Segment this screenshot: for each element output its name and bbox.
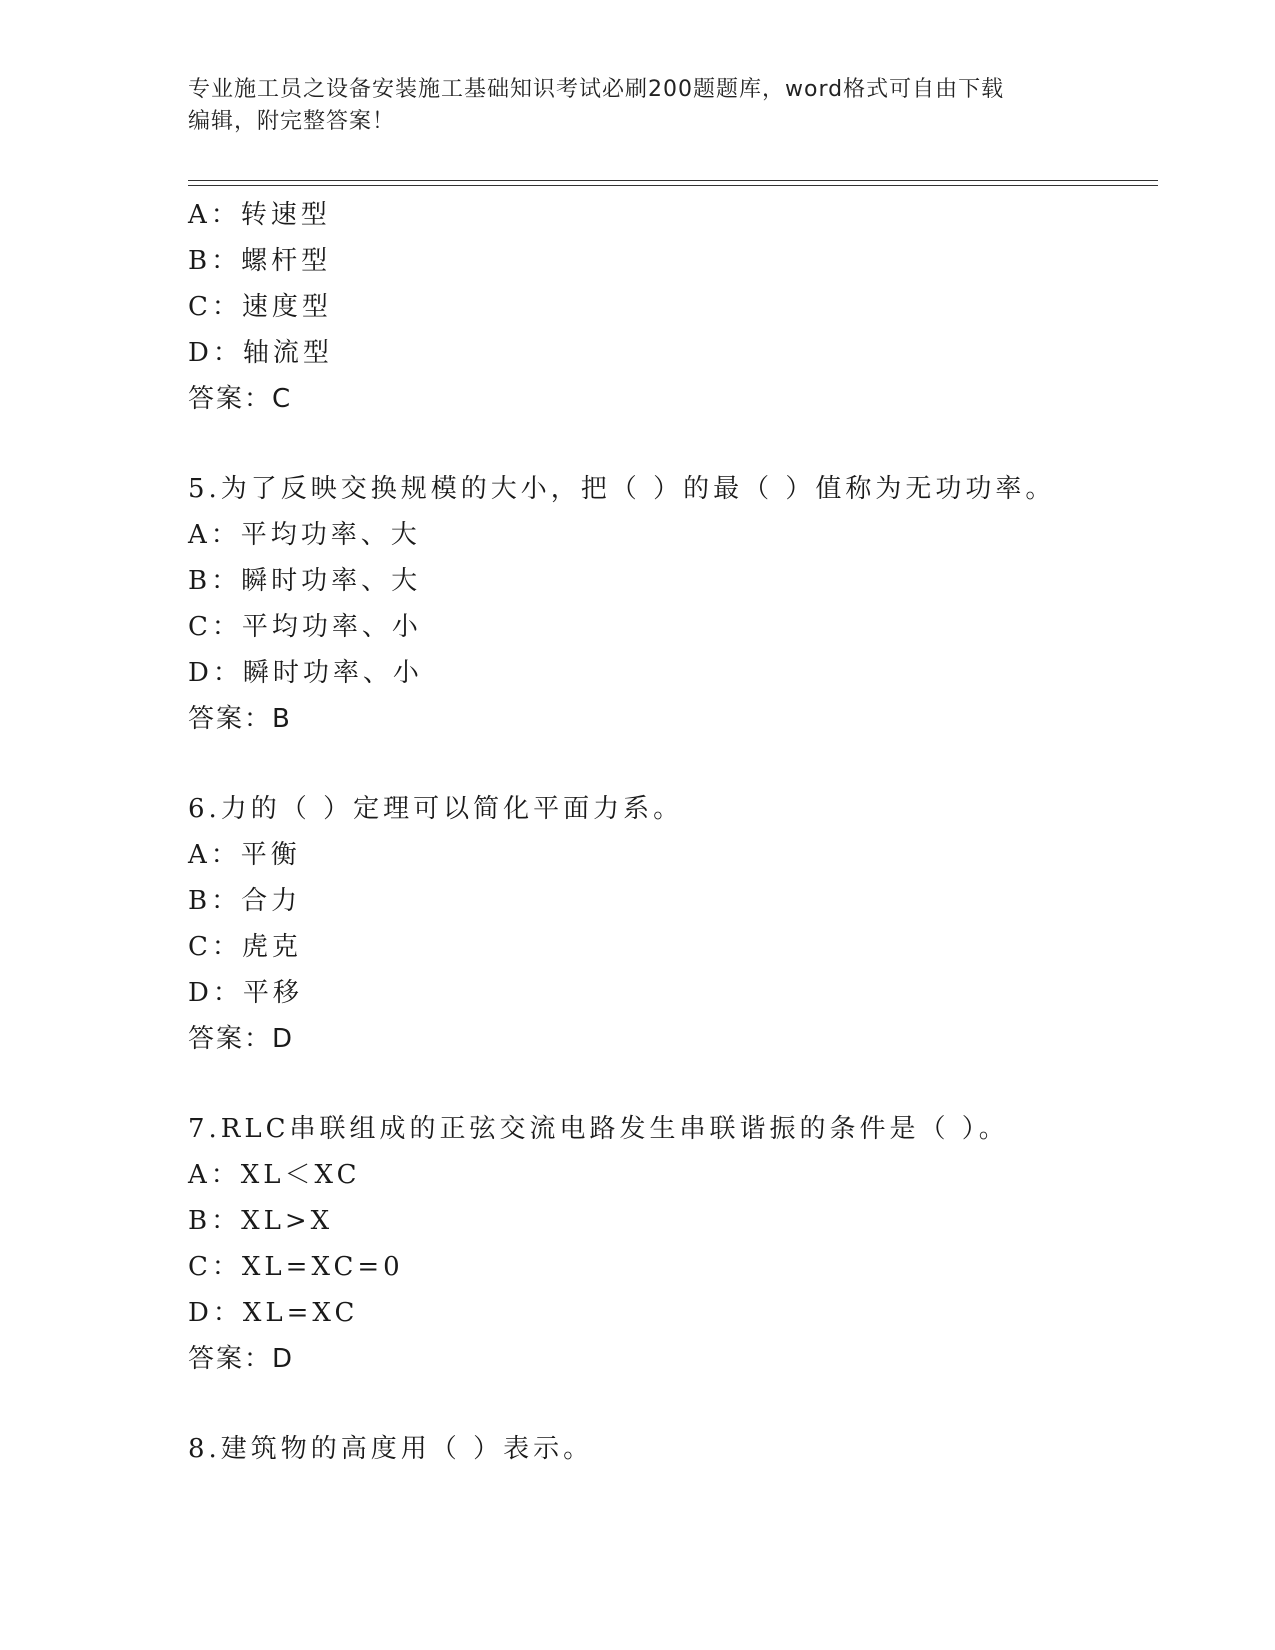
document-header	[188, 74, 1088, 138]
option-b: B：XL>X	[188, 1206, 334, 1236]
option-c: C：XL=XC=0	[188, 1252, 404, 1282]
question-5	[188, 466, 1158, 742]
answer: 答案：D	[188, 1024, 295, 1054]
option-c: C：虎克	[188, 932, 302, 962]
option-c: C：速度型	[188, 292, 332, 322]
option-d: D：轴流型	[188, 338, 333, 368]
question-6	[188, 786, 1158, 1062]
option-d: D：瞬时功率、小	[188, 658, 423, 688]
option-a: A：XL＜XC	[188, 1160, 361, 1190]
question-text: 6.力的（ ）定理可以简化平面力系。	[188, 794, 684, 824]
header-line-2: 编辑，附完整答案！	[188, 109, 396, 134]
option-b: B：合力	[188, 886, 302, 916]
header-rule-bottom	[188, 185, 1158, 186]
answer: 答案：C	[188, 384, 293, 414]
option-a: A：转速型	[188, 200, 331, 230]
option-d: D：平移	[188, 978, 303, 1008]
option-a: A：平均功率、大	[188, 520, 421, 550]
option-c: C：平均功率、小	[188, 612, 422, 642]
answer: 答案：B	[188, 704, 292, 734]
spacer	[188, 422, 1158, 466]
question-8	[188, 1426, 1158, 1472]
header-rule-top	[188, 180, 1158, 181]
question-text: 8.建筑物的高度用（ ）表示。	[188, 1434, 594, 1464]
option-d: D：XL=XC	[188, 1298, 359, 1328]
option-a: A：平衡	[188, 840, 301, 870]
spacer	[188, 1382, 1158, 1426]
question-text: 5.为了反映交换规模的大小，把（ ）的最（ ）值称为无功功率。	[188, 474, 1056, 504]
answer: 答案：D	[188, 1344, 295, 1374]
option-b: B：瞬时功率、大	[188, 566, 422, 596]
question-text: 7.RLC串联组成的正弦交流电路发生串联谐振的条件是（ ）。	[188, 1114, 1009, 1144]
question-7	[188, 1106, 1158, 1382]
spacer	[188, 1062, 1158, 1106]
question-list	[188, 192, 1158, 1472]
option-b: B：螺杆型	[188, 246, 332, 276]
spacer	[188, 742, 1158, 786]
question-4	[188, 192, 1158, 422]
header-line-1: 专业施工员之设备安装施工基础知识考试必刷200题题库，word格式可自由下载	[188, 77, 1005, 102]
